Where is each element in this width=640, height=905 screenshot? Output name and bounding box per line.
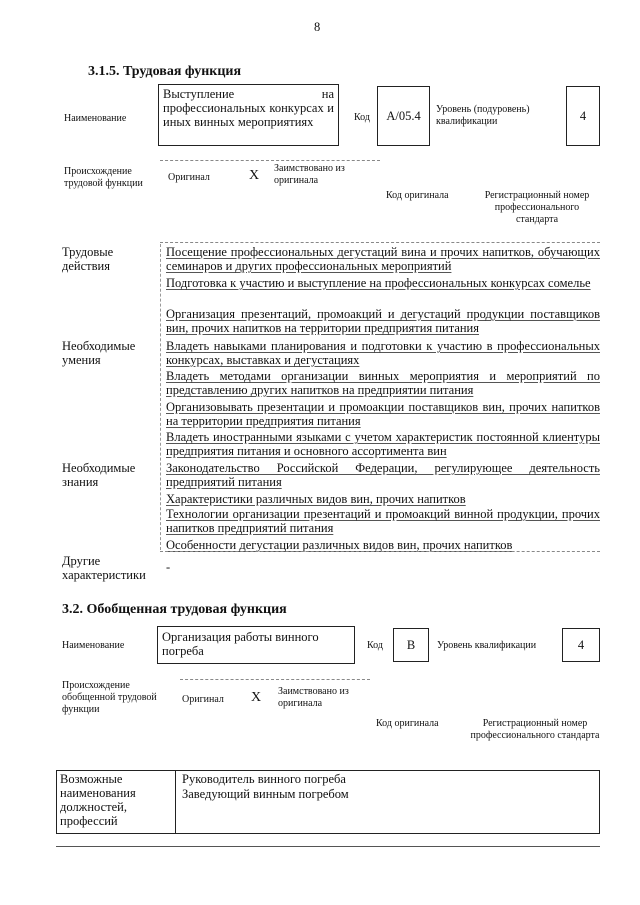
skill-item: Организовывать презентации и промоакции поставщиков вин, прочих напитков на территории предприятия питания [166,400,600,428]
code-value-2: B [406,638,416,652]
level-label: Уровень (подуровень) квалификации [436,104,530,127]
group-label-skills: Необходимые умения [62,339,136,367]
table-top-rule [160,242,600,243]
skill-item: Владеть иностранными языками с учетом характеристик постоянной клиентуры предприятия питания и основного ассортимента вин [166,430,600,458]
level-value-2: 4 [577,638,585,652]
name-box [158,84,339,146]
code-original-label: Код оригинала [386,190,449,201]
knowledge-item: Характеристики различных видов вин, прочих напитков [166,492,466,506]
borrowed-label: Заимствовано из оригинала [274,163,345,186]
level-label-2: Уровень квалификации [437,640,537,651]
positions-label: Возможные наименования должностей, профессий [60,772,136,828]
knowledge-item: Особенности дегустации различных видов вин, прочих напитков [166,538,513,552]
code-label: Код [354,112,370,123]
code-original-label-2: Код оригинала [376,718,439,729]
other-item: - [166,560,171,574]
position-value: Заведующий винным погребом [182,787,349,801]
action-item: Подготовка к участию и выступление на профессиональных конкурсах сомелье [166,276,591,290]
code-box-2 [393,628,429,662]
action-item: Организация презентаций, промоакций и дегустаций продукции поставщиков вин, прочих напитков на территории предприятия питания [166,307,600,335]
knowledge-item: Законодательство Российской Федерации, регулирующее деятельность предприятий питания [166,461,600,489]
name-label: Наименование [64,113,127,124]
level-box-2 [562,628,600,662]
skill-item: Владеть навыками планирования и подготовки к участию в профессиональных конкурсах, выставках и дегустациях [166,339,600,367]
name-value: Выступление на профессиональных конкурсах и иных винных мероприятиях [163,87,334,129]
page-number: 8 [314,20,321,34]
group-label-other: Другие характеристики [62,554,146,582]
code-value: A/05.4 [386,109,421,123]
position-value: Руководитель винного погреба [182,772,346,786]
name-label-2: Наименование [62,640,125,651]
origin-label-2: Происхождение обобщенной трудовой функции [62,680,157,715]
skill-item: Владеть методами организации винных мероприятия и мероприятий по представлению других напитков на предприятии питания [166,369,600,397]
origin-label: Происхождение трудовой функции [64,166,143,189]
table-divider [160,244,161,550]
reg-number-label-2: Регистрационный номер профессионального стандарта [470,718,600,741]
positions-table-divider [175,770,176,834]
group-label-knowledge: Необходимые знания [62,461,136,489]
original-label-2: Оригинал [182,694,224,705]
origin-top-rule [160,160,380,161]
section-heading-3-2: 3.2. Обобщенная трудовая функция [62,602,287,617]
section-heading-3-1-5: 3.1.5. Трудовая функция [88,64,242,79]
borrowed-label-2: Заимствовано из оригинала [278,686,349,709]
code-label-2: Код [367,640,383,651]
level-value: 4 [579,109,587,123]
origin-top-rule-2 [180,679,370,680]
name-value-2: Организация работы винного погреба [162,630,319,658]
x-mark: X [249,168,260,183]
action-item: Посещение профессиональных дегустаций вина и прочих напитков, обучающих семинаров и других профессиональных мероприятий [166,245,600,273]
table-bottom-rule [160,551,600,552]
level-box [566,86,600,146]
x-mark-2: X [251,690,262,705]
name-box-2 [157,626,355,664]
original-label: Оригинал [168,172,210,183]
knowledge-item: Технологии организации презентаций и промоакций винной продукции, прочих напитков предприятий питания [166,507,600,535]
group-label-actions: Трудовые действия [62,245,114,273]
bottom-rule [56,846,600,847]
reg-number-label: Регистрационный номер профессионального стандарта [484,190,590,225]
code-box [377,86,430,146]
